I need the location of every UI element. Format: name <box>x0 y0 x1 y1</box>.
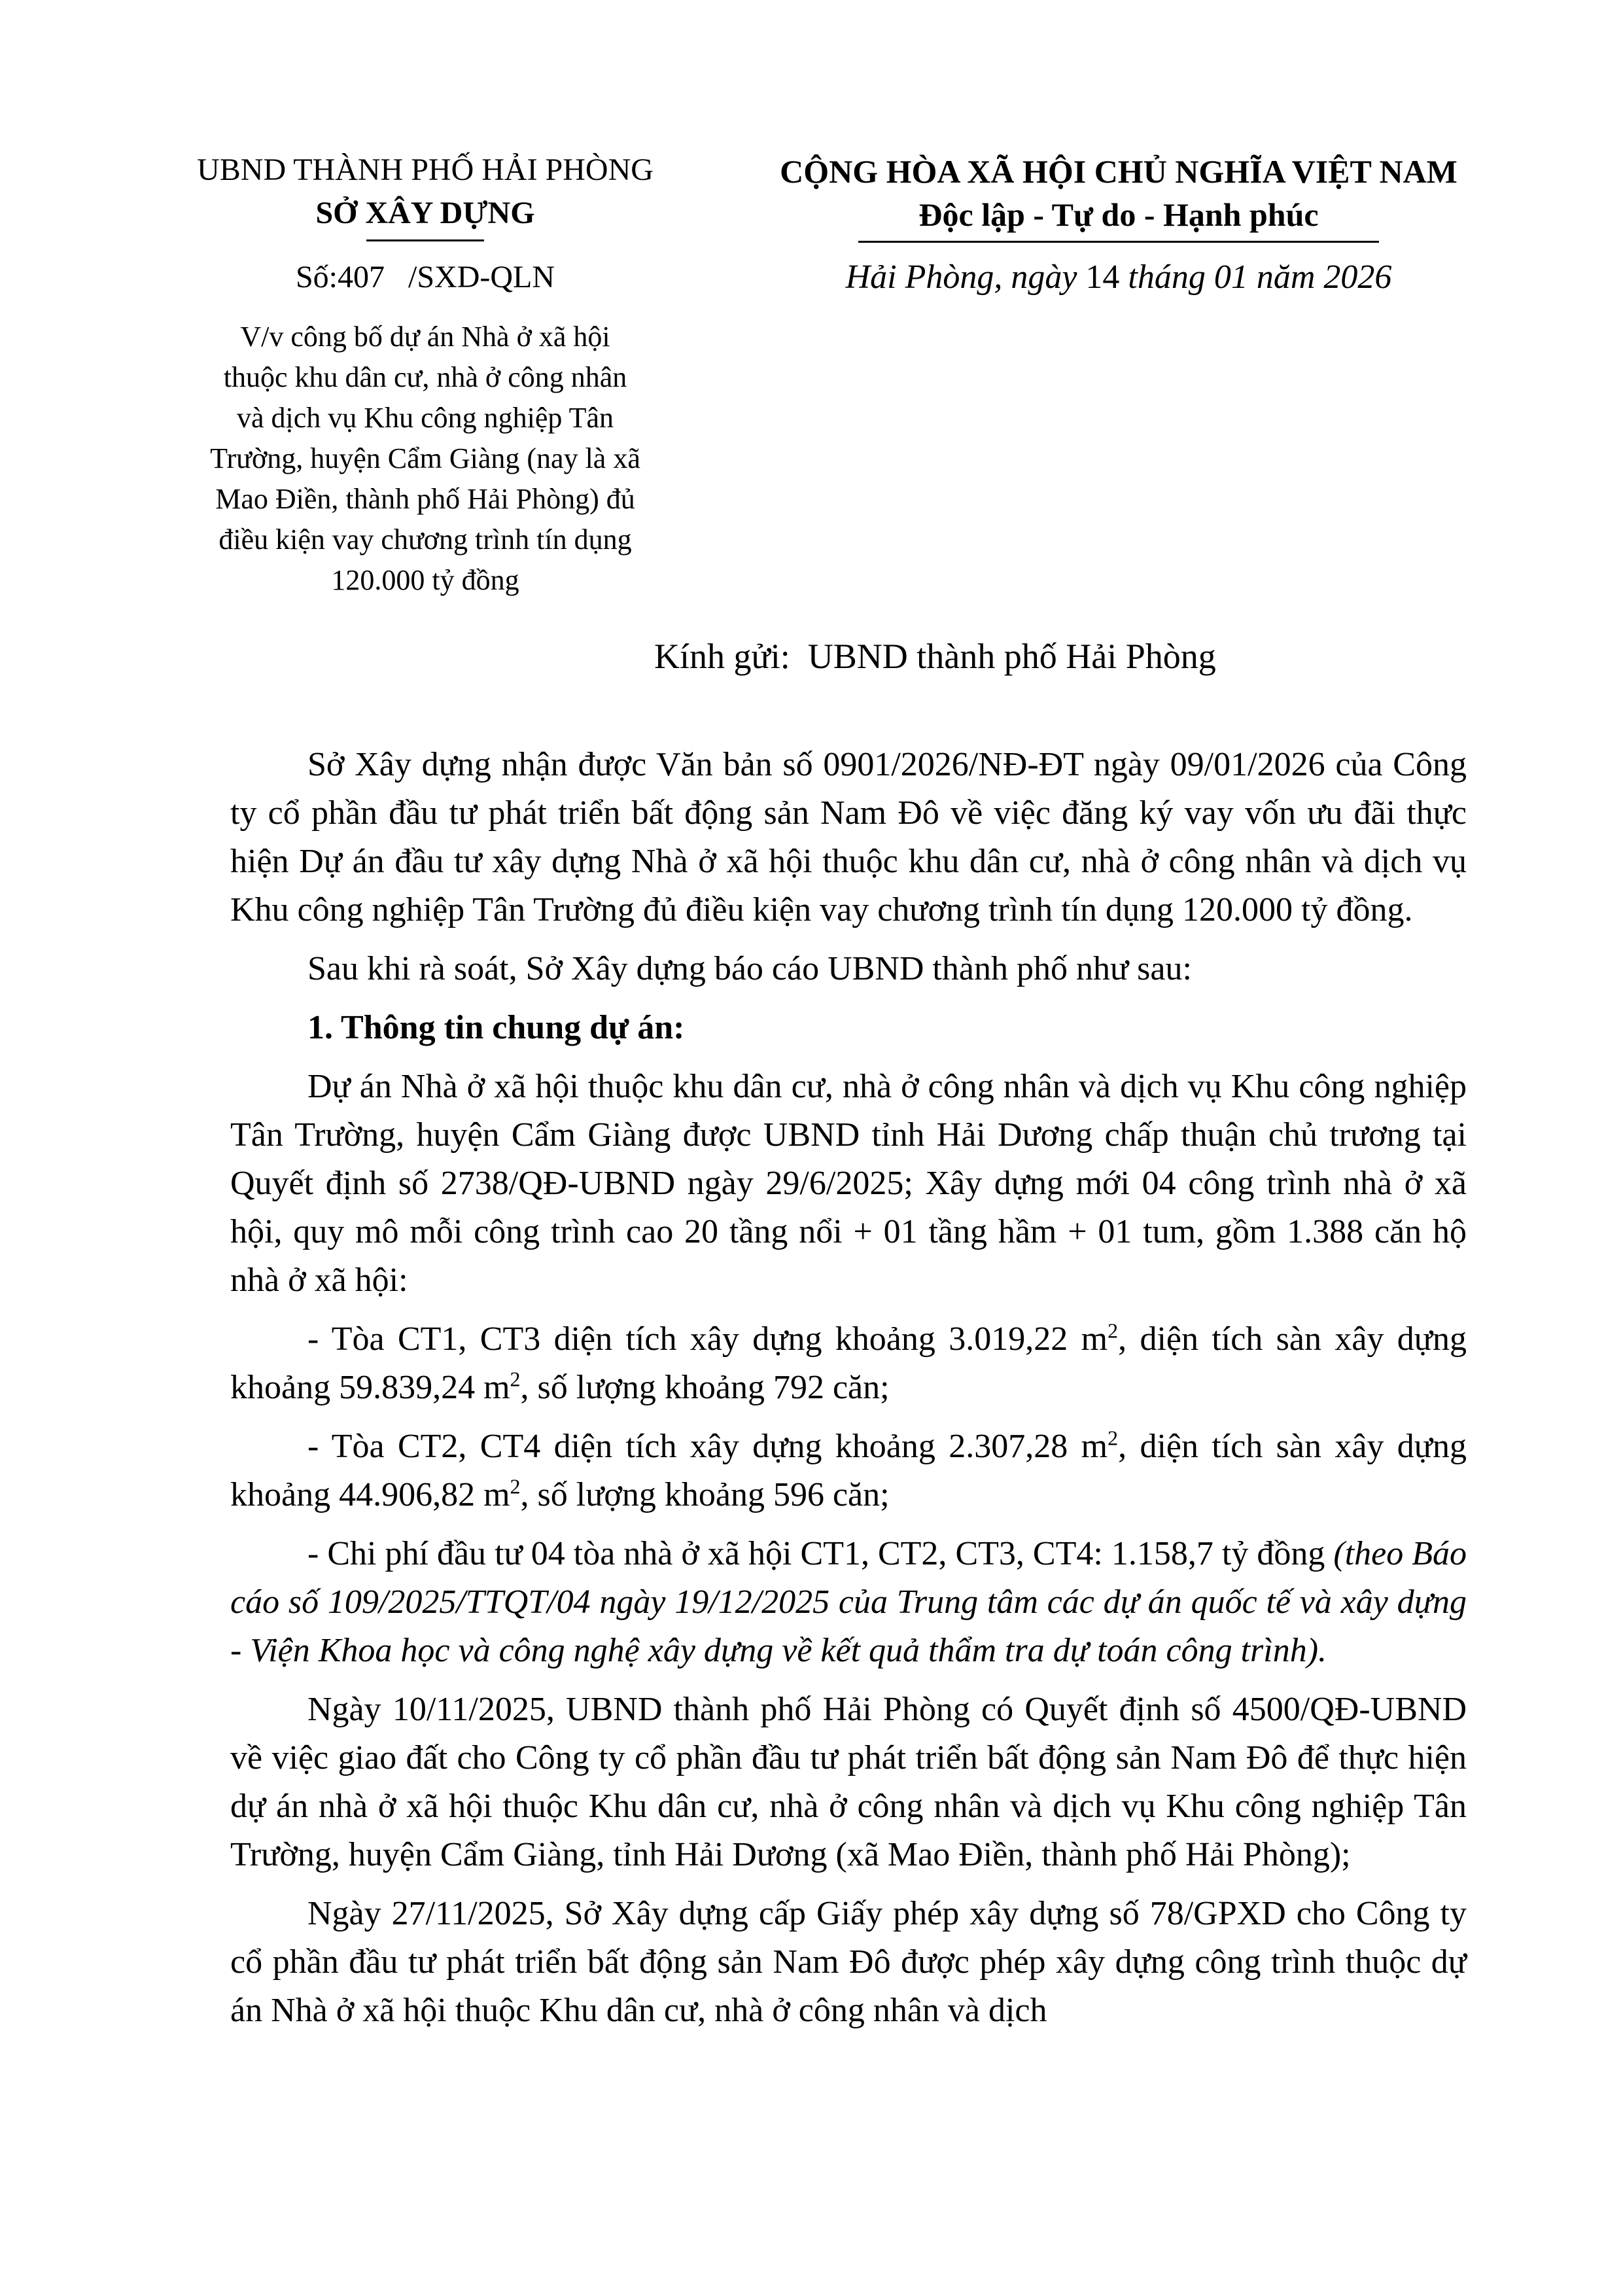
bullet-investment-cost: - Chi phí đầu tư 04 tòa nhà ở xã hội CT1, CT2, CT3, CT4: 1.158,7 tỷ đồng (theo Báo cáo số 109/2025/TTQT/04 ngày 19/12/2025 của Trung tâm các dự án quốc tế và xây dựng - Viện Khoa học và công nghệ xây dựng về kết quả thẩm tra dự toán công trình). <box>230 1535 1467 1669</box>
date-day: 14 <box>1085 258 1120 296</box>
subject-line: Mao Điền, thành phố Hải Phòng) đủ <box>215 483 635 515</box>
date-prefix: Hải Phòng, ngày <box>845 258 1077 296</box>
subject-line: điều kiện vay chương trình tín dụng <box>218 523 632 556</box>
national-motto: Độc lập - Tự do - Hạnh phúc <box>918 196 1319 233</box>
bullet-ct2-ct4: - Tòa CT2, CT4 diện tích xây dựng khoảng 2.307,28 $m^2$, diện tích sàn xây dựng khoảng 44.906,82 $m^2$, số lượng khoảng 596 căn; <box>230 1426 1467 1513</box>
recipient <box>654 632 1505 680</box>
department-underline <box>366 239 484 241</box>
body-paragraph: Ngày 27/11/2025, Sở Xây dựng cấp Giấy phép xây dựng số 78/GPXD cho Công ty cổ phần đầu tư phát triển bất động sản Nam Đô được phép xây dựng công trình thuộc dự án Nhà ở xã hội thuộc Khu dân cư, nhà ở công nhân và dịch <box>230 1895 1467 2029</box>
body-paragraph: Dự án Nhà ở xã hội thuộc khu dân cư, nhà ở công nhân và dịch vụ Khu công nghiệp Tân Trường, huyện Cẩm Giàng được UBND tỉnh Hải Dương chấp thuận chủ trương tại Quyết định số 2738/QĐ-UBND ngày 29/6/2025; Xây dựng mới 04 công trình nhà ở xã hội, quy mô mỗi công trình cao 20 tầng nổi + 01 tầng hầm + 01 tum, gồm 1.388 căn hộ nhà ở xã hội: <box>230 1068 1467 1299</box>
number-suffix: /SXD-QLN <box>408 260 555 294</box>
bullet-ct1-ct3: - Tòa CT1, CT3 diện tích xây dựng khoảng 3.019,22 $m^2$, diện tích sàn xây dựng khoảng 59.839,24 $m^2$, số lượng khoảng 792 căn; <box>230 1318 1467 1406</box>
subject-line: V/v công bố dự án Nhà ở xã hội <box>240 321 610 353</box>
subject-line: thuộc khu dân cư, nhà ở công nhân <box>223 361 627 393</box>
recipient-label: Kính gửi: <box>654 637 790 676</box>
motto-underline <box>858 241 1379 243</box>
section-heading: 1. Thông tin chung dự án: <box>307 1009 685 1046</box>
number-value: 407 <box>338 260 385 294</box>
subject-line: Trường, huyện Cẩm Giàng (nay là xã <box>210 442 640 474</box>
number-prefix: Số: <box>295 260 338 294</box>
subject-line: và dịch vụ Khu công nghiệp Tân <box>237 402 614 434</box>
recipient-name: UBND thành phố Hải Phòng <box>807 637 1216 676</box>
issue-date <box>707 256 1531 298</box>
cost-source-note: (theo Báo cáo số 109/2025/TTQT/04 ngày 19/12/2025 của Trung tâm các dự án quốc tế và xây dựng - Viện Khoa học và công nghệ xây dựng về kết quả thẩm tra dự toán công trình). <box>230 1535 1467 1669</box>
issuing-authority: UBND THÀNH PHỐ HẢI PHÒNG <box>197 152 654 187</box>
document-body <box>230 741 1467 2035</box>
body-paragraph: Ngày 10/11/2025, UBND thành phố Hải Phòng có Quyết định số 4500/QĐ-UBND về việc giao đất cho Công ty cổ phần đầu tư phát triển bất động sản Nam Đô để thực hiện dự án nhà ở xã hội thuộc Khu dân cư, nhà ở công nhân và dịch vụ Khu công nghiệp Tân Trường, huyện Cẩm Giàng, tỉnh Hải Dương (xã Mao Điền, thành phố Hải Phòng); <box>230 1691 1467 1873</box>
department-name: SỞ XÂY DỰNG <box>315 196 535 230</box>
document-number <box>144 256 707 298</box>
subject-line: 120.000 tỷ đồng <box>331 564 519 596</box>
document-subject <box>144 317 707 601</box>
date-suffix: tháng 01 năm 2026 <box>1128 258 1392 296</box>
body-paragraph: Sở Xây dựng nhận được Văn bản số 0901/2026/NĐ-ĐT ngày 09/01/2026 của Công ty cổ phần đầu tư phát triển bất động sản Nam Đô về việc đăng ký vay vốn ưu đãi thực hiện Dự án đầu tư xây dựng Nhà ở xã hội thuộc khu dân cư, nhà ở công nhân và dịch vụ Khu công nghiệp Tân Trường đủ điều kiện vay chương trình tín dụng 120.000 tỷ đồng. <box>230 746 1467 928</box>
body-paragraph: Sau khi rà soát, Sở Xây dựng báo cáo UBND thành phố như sau: <box>307 950 1192 987</box>
republic-title: CỘNG HÒA XÃ HỘI CHỦ NGHĨA VIỆT NAM <box>780 153 1457 190</box>
